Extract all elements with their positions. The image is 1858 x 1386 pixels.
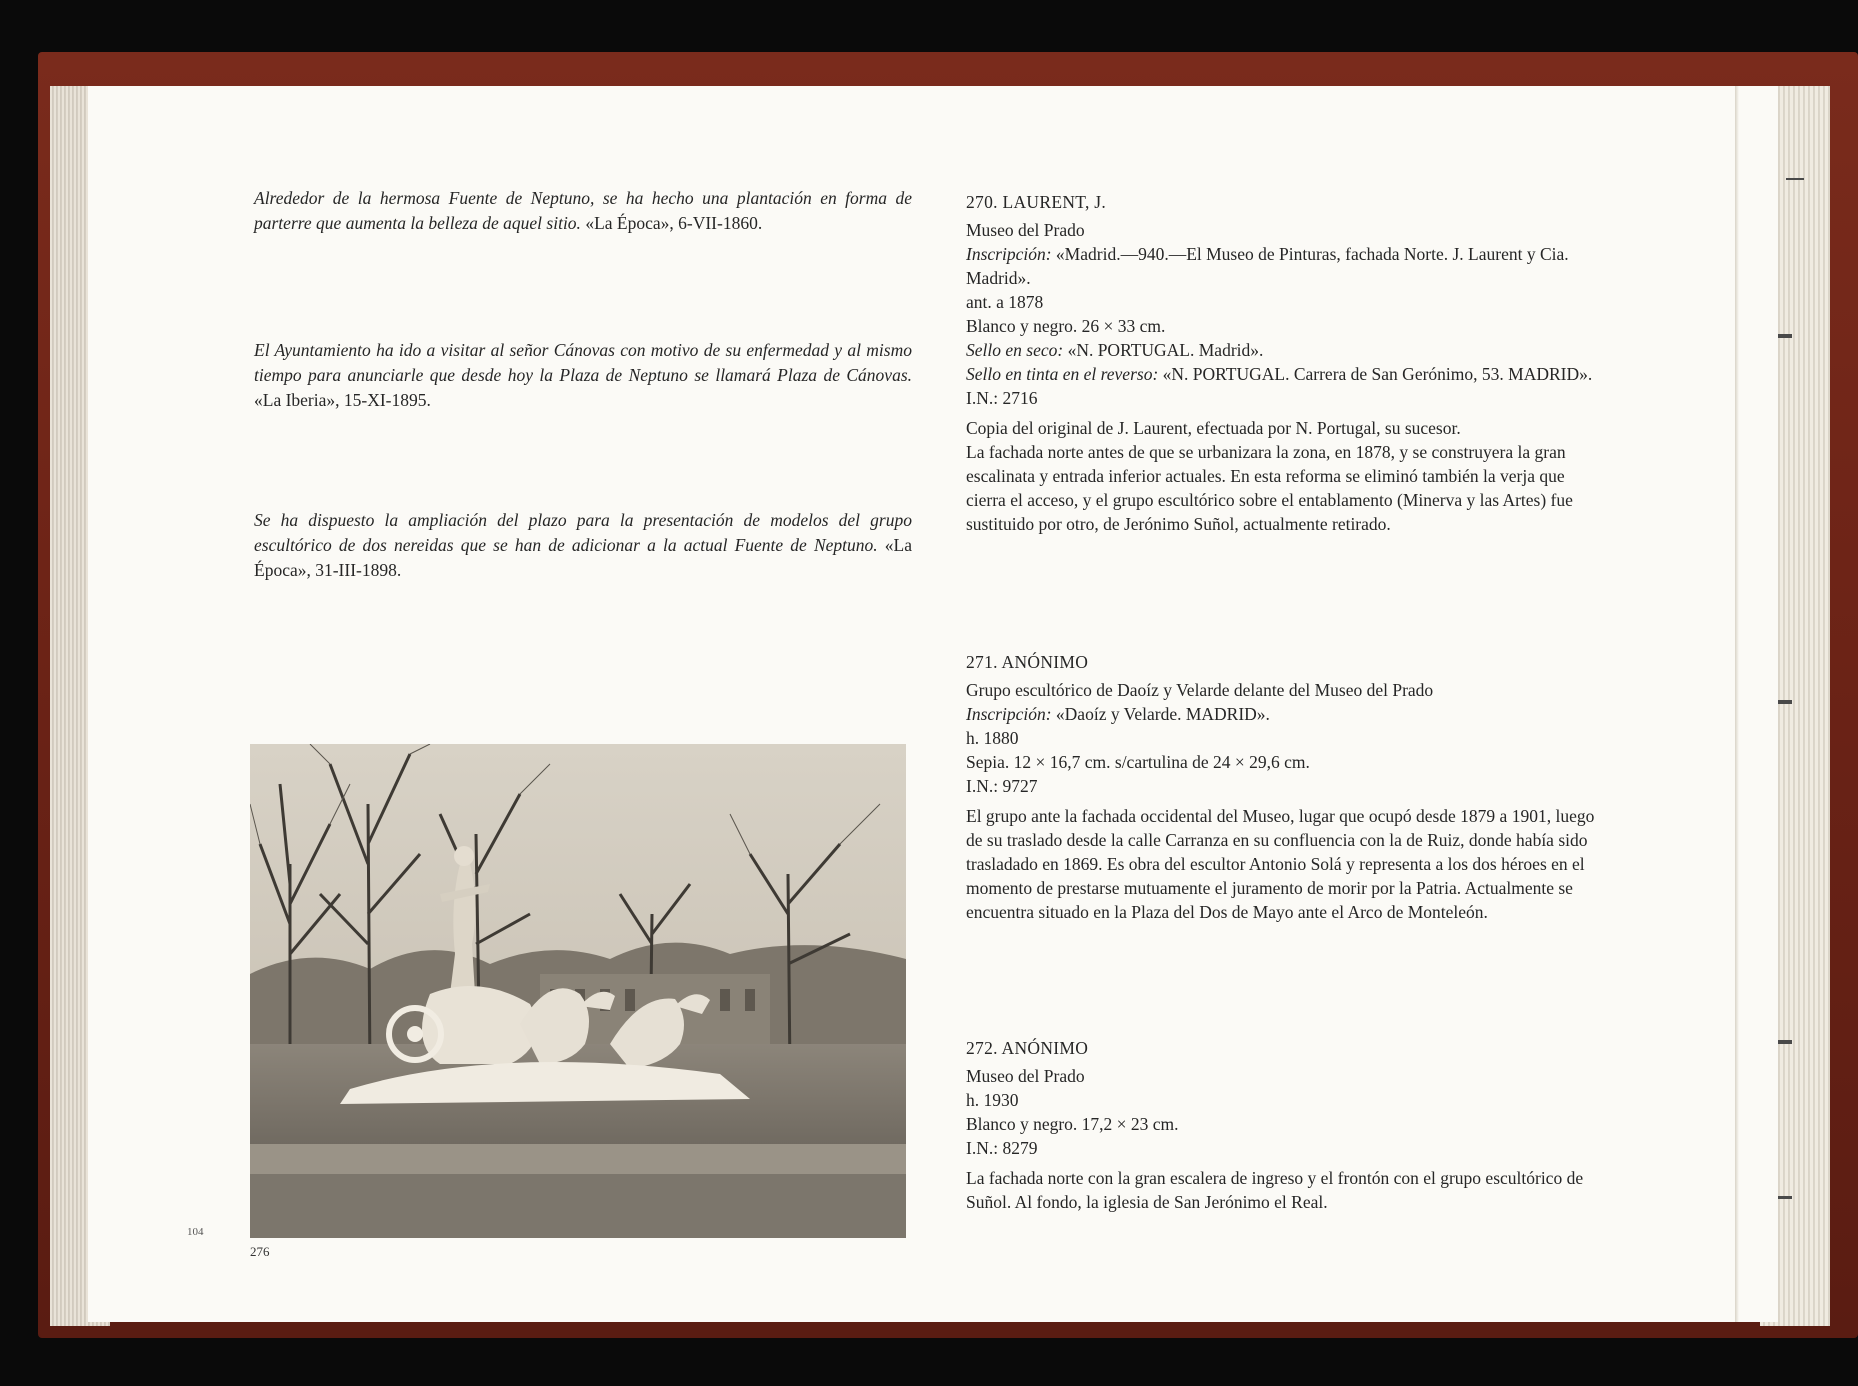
- fountain-photograph: [250, 744, 906, 1238]
- entry-description: La fachada norte antes de que se urbanizara la zona, en 1878, y se construyera la gran escalinata y entrada inferior actuales. En esta reforma se eliminó también la verja que cierra el acceso, y el grupo escultórico sobre el entablamento (Minerva y las Artes) fue sustituido por otro, de Jerónimo Suñol, actualmente retirado.: [966, 442, 1573, 534]
- field-label: Inscripción:: [966, 704, 1052, 724]
- page-gutter: [1735, 86, 1739, 1322]
- entry-description: El grupo ante la fachada occidental del Museo, lugar que ocupó desde 1879 a 1901, luego de su traslado desde la calle Carranza en su confluencia con la de Ruiz, donde había sido trasladado en 1869. Es obra del escultor Antonio Solá y representa a los dos héroes en el momento de prestarse mutuamente el juramento de morir por la Patria. Actualmente se encuentra situado en la Plaza del Dos de Mayo ante el Arco de Monteleón.: [966, 806, 1595, 922]
- entry-heading: 272. ANÓNIMO: [966, 1038, 1089, 1058]
- quote-source: «La Época», 6-VII-1860.: [585, 213, 763, 233]
- entry-heading: 271. ANÓNIMO: [966, 652, 1089, 672]
- entry-description: La fachada norte con la gran escalera de ingreso y el frontón con el grupo escultórico de Suñol. Al fondo, la iglesia de San Jerónimo el Real.: [966, 1168, 1584, 1212]
- catalog-entry: [966, 1036, 1606, 1214]
- photo-number: 276: [250, 1244, 270, 1259]
- entry-line: Museo del Prado: [966, 220, 1085, 240]
- page-folio: 104: [187, 1226, 204, 1238]
- catalog-entry: [966, 190, 1606, 536]
- field-label: Sello en seco:: [966, 340, 1064, 360]
- entry-line: Grupo escultórico de Daoíz y Velarde delante del Museo del Prado: [966, 680, 1434, 700]
- entry-line: Museo del Prado: [966, 1066, 1085, 1086]
- catalog-entry: [966, 650, 1606, 924]
- edge-mark: [1778, 334, 1792, 338]
- press-quote: [254, 338, 912, 413]
- entry-line: Sello en seco: «N. PORTUGAL. Madrid».: [966, 340, 1264, 360]
- quote-source: «La Época», 31-III-1898.: [254, 535, 912, 580]
- entry-line: Inscripción: «Daoíz y Velarde. MADRID».: [966, 704, 1270, 724]
- field-label: Sello en tinta en el reverso:: [966, 364, 1159, 384]
- quote-text: Alrededor de la hermosa Fuente de Neptuno, se ha hecho una plantación en forma de parterre que aumenta la belleza de aquel sitio.: [254, 188, 912, 233]
- field-label: Inscripción:: [966, 244, 1052, 264]
- entry-line: Inscripción: «Madrid.—940.—El Museo de Pinturas, fachada Norte. J. Laurent y Cia. Madrid».: [966, 244, 1569, 288]
- entry-line: I.N.: 9727: [966, 776, 1038, 796]
- entry-line: h. 1930: [966, 1090, 1019, 1110]
- fountain-photo-image: [250, 744, 906, 1238]
- entry-line: I.N.: 2716: [966, 388, 1038, 408]
- entry-description: Copia del original de J. Laurent, efectuada por N. Portugal, su sucesor.: [966, 418, 1461, 438]
- entry-line: Sepia. 12 × 16,7 cm. s/cartulina de 24 × 29,6 cm.: [966, 752, 1310, 772]
- edge-mark: [1786, 178, 1804, 180]
- edge-mark: [1778, 1040, 1792, 1044]
- quote-source: «La Iberia», 15-XI-1895.: [254, 390, 431, 410]
- entry-line: h. 1880: [966, 728, 1019, 748]
- edge-mark: [1778, 700, 1792, 704]
- entry-heading: 270. LAURENT, J.: [966, 192, 1107, 212]
- quote-text: Se ha dispuesto la ampliación del plazo para la presentación de modelos del grupo escultórico de dos nereidas que se han de adicionar a la actual Fuente de Neptuno.: [254, 510, 912, 555]
- entry-line: I.N.: 8279: [966, 1138, 1038, 1158]
- entry-line: Sello en tinta en el reverso: «N. PORTUGAL. Carrera de San Gerónimo, 53. MADRID».: [966, 364, 1593, 384]
- entry-line: Blanco y negro. 17,2 × 23 cm.: [966, 1114, 1179, 1134]
- edge-mark: [1778, 1196, 1792, 1199]
- press-quote: [254, 186, 912, 236]
- press-quote: [254, 508, 912, 583]
- quote-text: El Ayuntamiento ha ido a visitar al señor Cánovas con motivo de su enfermedad y al mismo tiempo para anunciarle que desde hoy la Plaza de Neptuno se llamará Plaza de Cánovas.: [254, 340, 912, 385]
- entry-line: ant. a 1878: [966, 292, 1044, 312]
- entry-line: Blanco y negro. 26 × 33 cm.: [966, 316, 1166, 336]
